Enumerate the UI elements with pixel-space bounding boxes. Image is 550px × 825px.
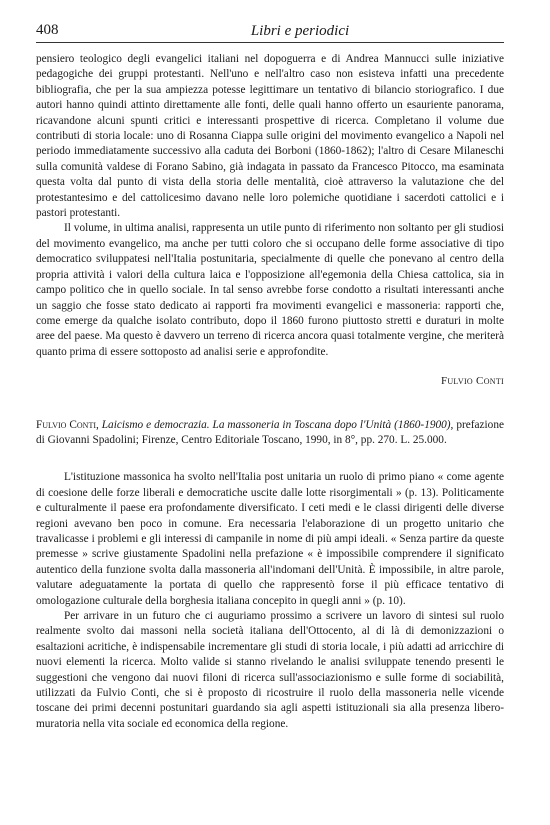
review2-paragraph-1: L'istituzione massonica ha svolto nell'Italia post unitaria un ruolo di primo piano « come agente di coesione delle forze liberali e democratiche uscite dalle lotte risorgimentali » (p. 13). Politicamente e culturalmente il paese era profondamente diversificato. I ceti medi e le classi dirigenti delle diverse regioni avevano ben poco in comune. Era necessaria l'elaborazione di un progetto unitario che travalicasse i problemi e gli interessi di campanile in nome di più ampi ideali. « Senza partire da queste premesse » scrive giustamente Spadolini nella prefazione « è impossibile comprendere il significato autentico della funzione svolta dalla massoneria all'indomani dell'Unità. È impossibile, in altre parole, valutare adeguatamente la portata di quello che rappresentò forse il più efficace tentativo di omologazione culturale della borghesia italiana concepito in quegli anni » (p. 10). (36, 471, 504, 607)
page-body (36, 52, 504, 732)
page-number: 408 (36, 22, 59, 38)
review2-citation (36, 418, 504, 449)
review1-paragraph-2: Il volume, in ultima analisi, rappresenta un utile punto di riferimento non soltanto per gli studiosi del movimento evangelico, ma anche per tutti coloro che si occupano delle forme associative di tipo democratico sviluppatesi nell'Italia postunitaria, specialmente di quelle che ponevano al centro della propria attività i valori della cultura laica e l'opposizione all'egemonia della Chiesa cattolica, sia in campo politico che in quello sociale. In tal senso avrebbe forse condotto a risultati interessanti anche un saggio che fosse stato dedicato ai rapporti fra movimenti evangelici e massoneria: rapporti che, come emerge da qualche isolato contributo, dopo il 1860 furono piuttosto stretti e duraturi in molte aree del paese. Ma questo è davvero un terreno di ricerca ancora quasi totalmente vergine, che meriterà quanto prima di essere sottoposto ad analisi serie e approfondite. (36, 222, 504, 358)
running-title: Libri e periodici (250, 23, 350, 39)
page-header (36, 22, 504, 43)
citation-details: prefazione di Giovanni Spadolini; Firenze, Centro Editoriale Toscano, 1990, in 8°, pp. 270. L. 25.000. (36, 418, 504, 446)
citation-author: Fulvio Conti, (36, 418, 99, 431)
review1-signature: Fulvio Conti (440, 375, 504, 388)
review1-paragraph-1: pensiero teologico degli evangelici italiani nel dopoguerra e di Andrea Mannucci sulle iniziative pedagogiche dei gruppi protestanti. Nell'uno e nell'altro caso non esisteva infatti una precedente bibliografia, che per la sua ampiezza potesse legittimare un tentativo di bilancio storiografico. I due autori hanno quindi attinto direttamente alle fonti, delle quali hanno offerto un esauriente panorama, ricavandone alcuni spunti critici e interessanti prospettive di ricerca. Completano il volume due contributi di storia locale: uno di Rosanna Ciappa sulle origini del movimento evangelico a Napoli nel periodo immediatamente successivo alla caduta dei Borboni (1860-1862); l'altro di Cesare Milaneschi sulla comunità valdese di Forano Sabino, già indagata in passato da Francesco Pitocco, ma esaminata questa volta dal punto di vista della storia delle mentalità, cioè attraverso la valutazione che del protestantesimo e del cattolicesimo davano nelle loro polemiche quotidiane i sacerdoti cattolici e i pastori protestanti. (36, 53, 504, 220)
citation-title: Laicismo e democrazia. La massoneria in Toscana dopo l'Unità (1860-1900), (101, 418, 454, 431)
review2-paragraph-2: Per arrivare in un futuro che ci auguriamo prossimo a scrivere un lavoro di sintesi sul ruolo realmente svolto dai massoni nella società italiana dell'Ottocento, al di là di demonizzazioni o esaltazioni acritiche, è indispensabile incrementare gli studi di storia locale, i più adatti ad arricchire di nuovi elementi la ricerca. Molto valide si stanno rivelando le analisi sviluppate tenendo presenti le suggestioni che vengono dai nuovi filoni di ricerca sull'associazionismo e sulle forme di sociabilità, utilizzati da Fulvio Conti, che si è proposto di ricostruire il ruolo della massoneria nelle vicende toscane dei primi decenni postunitari guardando sia agli aspetti istituzionali sia alla presenza libero-muratoria nella vita sociale ed economica della regione. (36, 610, 504, 730)
